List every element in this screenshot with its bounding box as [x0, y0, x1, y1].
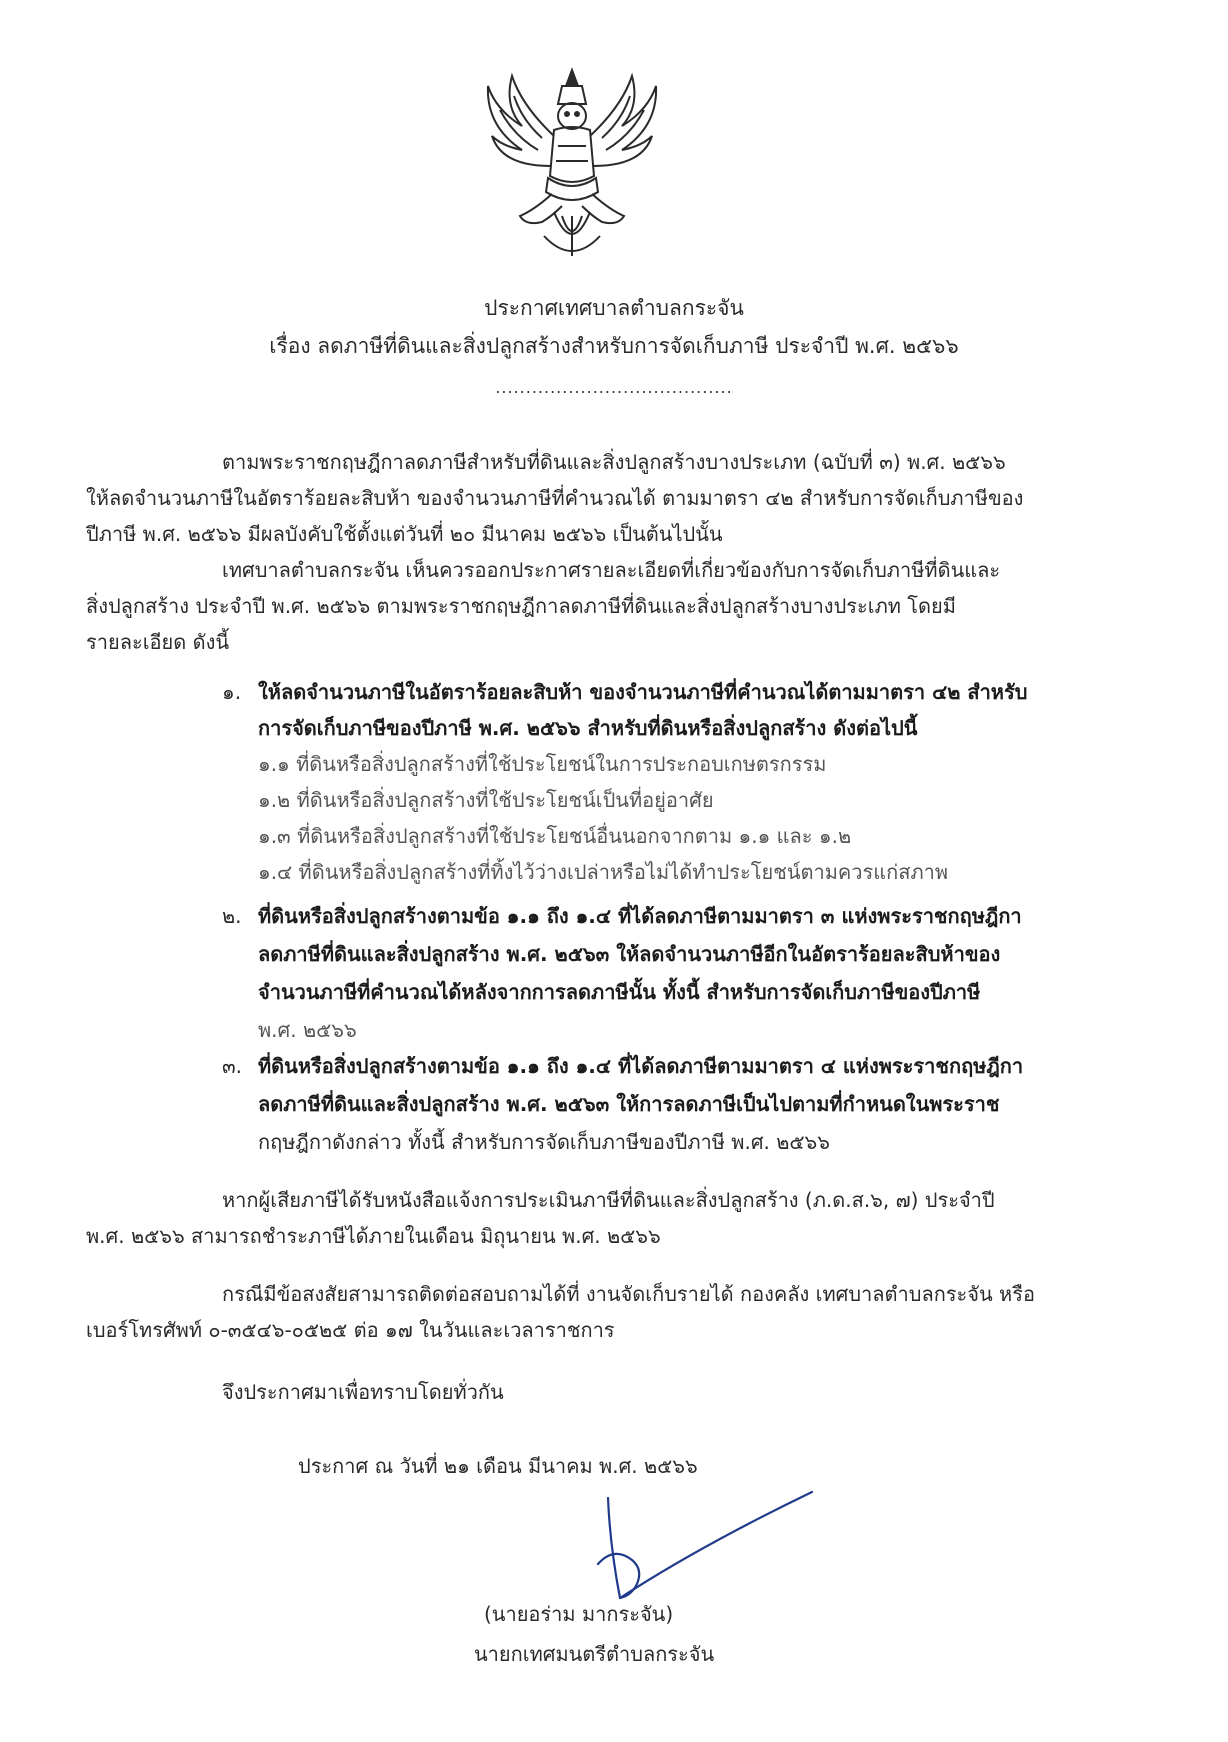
- item-1-line: การจัดเก็บภาษีของปีภาษี พ.ศ. ๒๕๖๖ สำหรับที่ดินหรือสิ่งปลูกสร้าง ดังต่อไปนี้: [258, 716, 918, 740]
- intro-p1-line: ตามพระราชกฤษฎีกาลดภาษีสำหรับที่ดินและสิ่งปลูกสร้างบางประเภท (ฉบับที่ ๓) พ.ศ. ๒๕๖๖: [222, 450, 1006, 474]
- sub-item: ๑.๔ ที่ดินหรือสิ่งปลูกสร้างที่ทิ้งไว้ว่างเปล่าหรือไม่ได้ทำประโยชน์ตามควรแก่สภาพ: [258, 860, 949, 884]
- sub-item: ๑.๓ ที่ดินหรือสิ่งปลูกสร้างที่ใช้ประโยชน์อื่นนอกจากตาม ๑.๑ และ ๑.๒: [258, 824, 852, 848]
- intro-p2-line: สิ่งปลูกสร้าง ประจำปี พ.ศ. ๒๕๖๖ ตามพระราชกฤษฎีกาลดภาษีที่ดินและสิ่งปลูกสร้างบางประเภท โดยมี: [86, 594, 956, 618]
- item-3-line: กฤษฎีกาดังกล่าว ทั้งนี้ สำหรับการจัดเก็บภาษีของปีภาษี พ.ศ. ๒๕๖๖: [258, 1130, 830, 1154]
- announcement-subject: เรื่อง ลดภาษีที่ดินและสิ่งปลูกสร้างสำหรับการจัดเก็บภาษี ประจำปี พ.ศ. ๒๕๖๖: [269, 334, 959, 358]
- title-divider: .......................................: [495, 378, 733, 397]
- item-2-line: จำนวนภาษีที่คำนวณได้หลังจากการลดภาษีนั้น ทั้งนี้ สำหรับการจัดเก็บภาษีของปีภาษี: [258, 980, 981, 1004]
- item-2-line: ที่ดินหรือสิ่งปลูกสร้างตามข้อ ๑.๑ ถึง ๑.๔ ที่ได้ลดภาษีตามมาตรา ๓ แห่งพระราชกฤษฎีกา: [258, 904, 1022, 928]
- closing-statement: จึงประกาศมาเพื่อทราบโดยทั่วกัน: [222, 1380, 504, 1404]
- item-2-line: ลดภาษีที่ดินและสิ่งปลูกสร้าง พ.ศ. ๒๕๖๓ ให้ลดจำนวนภาษีอีกในอัตราร้อยละสิบห้าของ: [258, 942, 1001, 966]
- payment-line: หากผู้เสียภาษีได้รับหนังสือแจ้งการประเมินภาษีที่ดินและสิ่งปลูกสร้าง (ภ.ด.ส.๖, ๗) ประจำปี: [222, 1188, 995, 1212]
- item-1-line: ให้ลดจำนวนภาษีในอัตราร้อยละสิบห้า ของจำนวนภาษีที่คำนวณได้ตามมาตรา ๔๒ สำหรับ: [258, 680, 1028, 704]
- intro-p2-line: เทศบาลตำบลกระจัน เห็นควรออกประกาศรายละเอียดที่เกี่ยวข้องกับการจัดเก็บภาษีที่ดินและ: [222, 558, 1001, 582]
- item-3-line: ลดภาษีที่ดินและสิ่งปลูกสร้าง พ.ศ. ๒๕๖๓ ให้การลดภาษีเป็นไปตามที่กำหนดในพระราช: [258, 1092, 1000, 1116]
- contact-line: เบอร์โทรศัพท์ ๐-๓๕๔๖-๐๕๒๕ ต่อ ๑๗ ในวันและเวลาราชการ: [86, 1318, 615, 1342]
- sub-item: ๑.๒ ที่ดินหรือสิ่งปลูกสร้างที่ใช้ประโยชน์เป็นที่อยู่อาศัย: [258, 788, 714, 812]
- item-2-line: พ.ศ. ๒๕๖๖: [258, 1018, 357, 1042]
- garuda-emblem-icon: [482, 66, 662, 266]
- signatory-position: นายกเทศมนตรีตำบลกระจัน: [474, 1642, 715, 1666]
- item-3-line: ที่ดินหรือสิ่งปลูกสร้างตามข้อ ๑.๑ ถึง ๑.๔ ที่ได้ลดภาษีตามมาตรา ๔ แห่งพระราชกฤษฎีกา: [258, 1054, 1024, 1078]
- announcement-title: ประกาศเทศบาลตำบลกระจัน: [484, 296, 744, 320]
- signature-icon: [590, 1486, 820, 1606]
- item-number: ๓.: [222, 1054, 243, 1078]
- payment-line: พ.ศ. ๒๕๖๖ สามารถชำระภาษีได้ภายในเดือน มิถุนายน พ.ศ. ๒๕๖๖: [86, 1224, 661, 1248]
- item-number: ๒.: [222, 904, 242, 928]
- intro-p1-line: ปีภาษี พ.ศ. ๒๕๖๖ มีผลบังคับใช้ตั้งแต่วันที่ ๒๐ มีนาคม ๒๕๖๖ เป็นต้นไปนั้น: [86, 522, 723, 546]
- intro-p1-line: ให้ลดจำนวนภาษีในอัตราร้อยละสิบห้า ของจำนวนภาษีที่คำนวณได้ ตามมาตรา ๔๒ สำหรับการจัดเก็บภาษีของ: [86, 486, 1024, 510]
- announcement-date: ประกาศ ณ วันที่ ๒๑ เดือน มีนาคม พ.ศ. ๒๕๖๖: [298, 1454, 698, 1478]
- sub-item: ๑.๑ ที่ดินหรือสิ่งปลูกสร้างที่ใช้ประโยชน์ในการประกอบเกษตรกรรม: [258, 752, 827, 776]
- contact-line: กรณีมีข้อสงสัยสามารถติดต่อสอบถามได้ที่ งานจัดเก็บรายได้ กองคลัง เทศบาลตำบลกระจัน หรือ: [222, 1282, 1035, 1306]
- intro-p2-line: รายละเอียด ดังนี้: [86, 630, 230, 654]
- signatory-name: (นายอร่าม มากระจัน): [484, 1602, 674, 1626]
- item-number: ๑.: [222, 680, 242, 704]
